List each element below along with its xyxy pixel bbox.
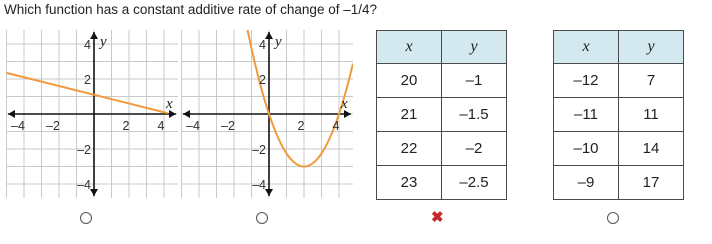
table-cell: 14 <box>619 132 684 166</box>
graph-option-1 <box>6 30 178 198</box>
table-cell: 17 <box>619 166 684 200</box>
table-header-row <box>554 31 684 64</box>
table-cell: –2 <box>442 132 507 166</box>
table-row <box>554 132 684 166</box>
table-cell: 22 <box>377 132 442 166</box>
x-tick-label: –4 <box>186 119 200 133</box>
table-header-row <box>377 31 507 64</box>
axes <box>8 32 176 196</box>
table-cell: 23 <box>377 166 442 200</box>
x-tick-label: 2 <box>122 119 130 133</box>
y-axis-label: y <box>275 34 282 50</box>
table-row <box>377 98 507 132</box>
table-cell: 7 <box>619 64 684 98</box>
y-tick-label: –4 <box>252 178 266 192</box>
table-cell: –10 <box>554 132 619 166</box>
x-tick-label: –2 <box>221 119 235 133</box>
table-cell: –11 <box>554 98 619 132</box>
y-tick-label: 4 <box>84 38 91 52</box>
incorrect-mark-icon: ✖ <box>431 209 444 226</box>
table-cell: –9 <box>554 166 619 200</box>
question-text: Which function has a constant additive rate of change of –1/4? <box>4 2 377 17</box>
table-row <box>554 64 684 98</box>
table-row <box>377 132 507 166</box>
x-axis-label: x <box>341 96 348 112</box>
axes <box>183 32 351 196</box>
graph-option-2 <box>181 30 353 198</box>
y-tick-label: 4 <box>259 38 266 52</box>
table-cell: –1 <box>442 64 507 98</box>
column-header-x: x <box>377 31 442 64</box>
x-tick-label: –4 <box>11 119 25 133</box>
x-tick-label: –2 <box>46 119 60 133</box>
x-tick-label: 2 <box>297 119 305 133</box>
radio-option-2[interactable] <box>256 212 268 224</box>
table-cell: 20 <box>377 64 442 98</box>
radio-option-4[interactable] <box>607 212 619 224</box>
y-tick-label: –2 <box>252 143 266 157</box>
y-tick-label: –4 <box>77 178 91 192</box>
x-tick-label: 4 <box>332 119 340 133</box>
y-axis-label: y <box>100 34 107 50</box>
table-cell: –12 <box>554 64 619 98</box>
table-row <box>377 64 507 98</box>
y-tick-label: 2 <box>84 73 91 87</box>
column-header-y: y <box>619 31 684 64</box>
table-cell: –1.5 <box>442 98 507 132</box>
radio-option-1[interactable] <box>80 212 92 224</box>
y-tick-label: –2 <box>77 143 91 157</box>
table-option-4 <box>553 30 684 200</box>
table-option-3 <box>376 30 507 200</box>
x-tick-label: 4 <box>157 119 165 133</box>
column-header-x: x <box>554 31 619 64</box>
table-cell: –2.5 <box>442 166 507 200</box>
column-header-y: y <box>442 31 507 64</box>
table-row <box>377 166 507 200</box>
table-cell: 11 <box>619 98 684 132</box>
table-row <box>554 98 684 132</box>
x-axis-label: x <box>166 96 173 112</box>
table-cell: 21 <box>377 98 442 132</box>
table-row <box>554 166 684 200</box>
y-tick-label: 2 <box>259 73 266 87</box>
